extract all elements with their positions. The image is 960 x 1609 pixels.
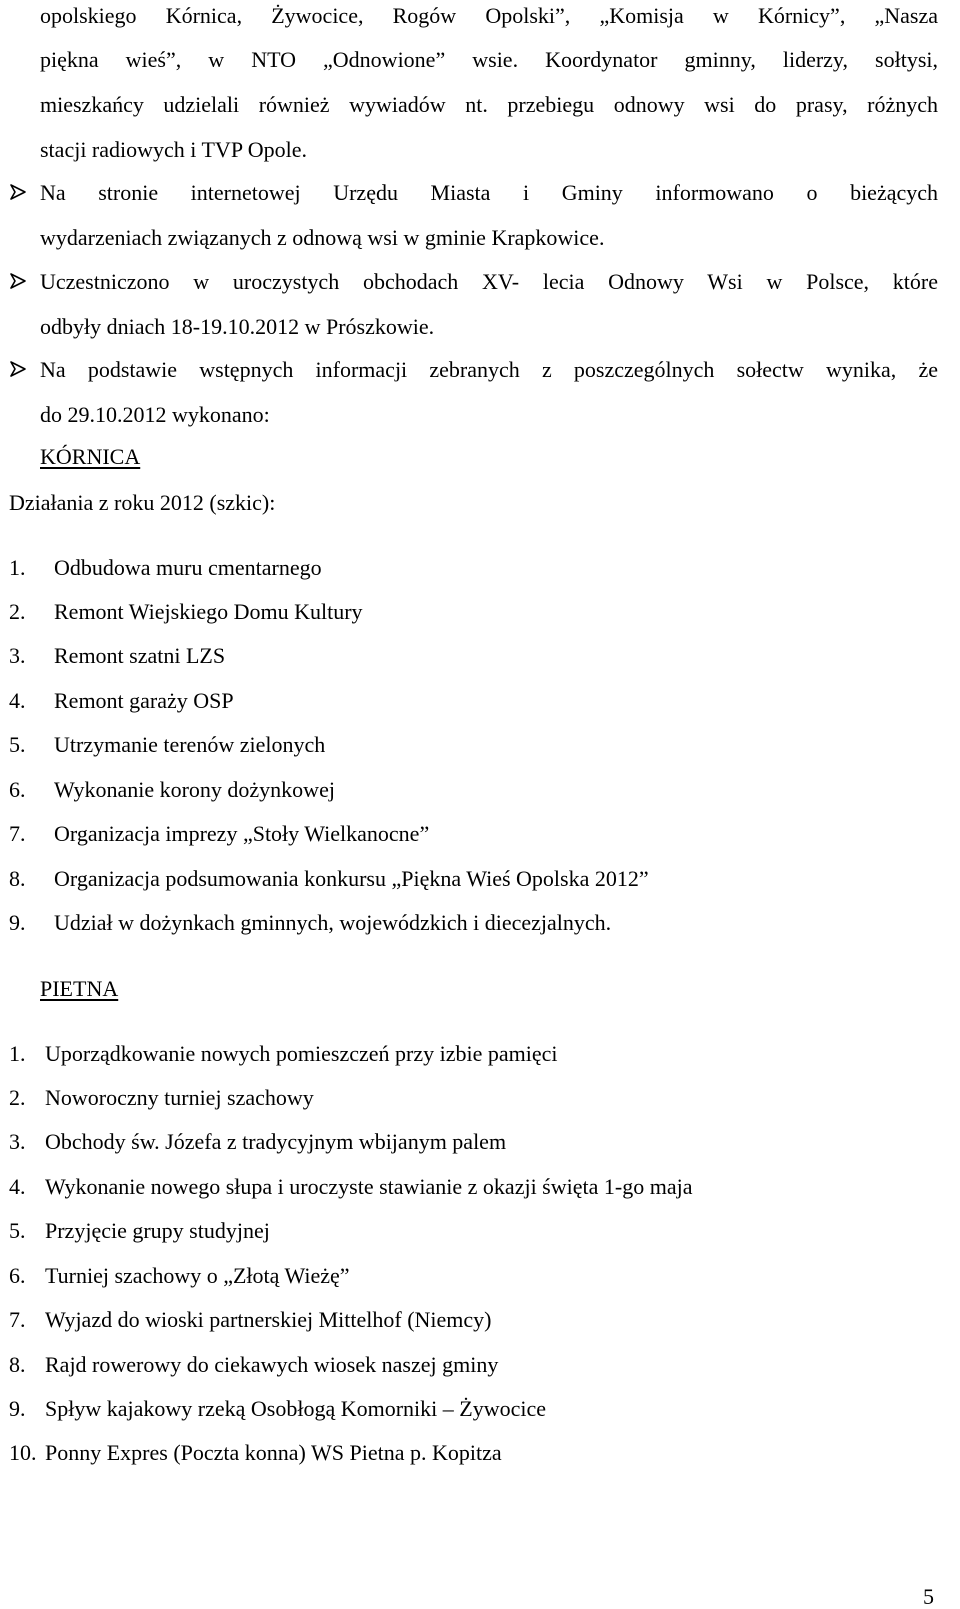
list-item: Wyjazd do wioski partnerskiej Mittelhof (Niemcy) bbox=[45, 1307, 492, 1332]
list-number: 8. bbox=[9, 1352, 26, 1377]
list-number: 3. bbox=[9, 643, 26, 668]
list-number: 4. bbox=[9, 688, 26, 713]
list-item: Remont garaży OSP bbox=[54, 688, 234, 713]
bullet-text: Na podstawie wstępnych informacji zebranych z poszczególnych sołectw wynika, że bbox=[40, 357, 938, 382]
list-number: 9. bbox=[9, 1396, 26, 1421]
list-item: Wykonanie korony dożynkowej bbox=[54, 777, 335, 802]
list-number: 6. bbox=[9, 1263, 26, 1288]
list-item: Przyjęcie grupy studyjnej bbox=[45, 1218, 270, 1243]
list-item: Wykonanie nowego słupa i uroczyste stawianie z okazji święta 1-go maja bbox=[45, 1174, 693, 1199]
list-number: 5. bbox=[9, 732, 26, 757]
list-number: 1. bbox=[9, 555, 26, 580]
list-number: 5. bbox=[9, 1218, 26, 1243]
list-number: 7. bbox=[9, 821, 26, 846]
page-number: 5 bbox=[923, 1584, 934, 1609]
list-item: Obchody św. Józefa z tradycyjnym wbijanym palem bbox=[45, 1129, 507, 1154]
list-item: Uporządkowanie nowych pomieszczeń przy izbie pamięci bbox=[45, 1041, 558, 1066]
list-item: Udział w dożynkach gminnych, wojewódzkich i diecezjalnych. bbox=[54, 910, 612, 935]
list-item: Rajd rowerowy do ciekawych wiosek naszej gminy bbox=[45, 1352, 499, 1377]
list-number: 1. bbox=[9, 1041, 26, 1066]
arrow-bullet-icon bbox=[9, 183, 27, 201]
bullet-text: do 29.10.2012 wykonano: bbox=[40, 402, 270, 427]
paragraph-line: mieszkańcy udzielali również wywiadów nt. przebiegu odnowy wsi do prasy, różnych bbox=[40, 92, 938, 117]
list-item: Odbudowa muru cmentarnego bbox=[54, 555, 322, 580]
paragraph-line: stacji radiowych i TVP Opole. bbox=[40, 137, 308, 162]
bullet-text: Na stronie internetowej Urzędu Miasta i Gminy informowano o bieżących bbox=[40, 180, 938, 205]
list-number: 9. bbox=[9, 910, 26, 935]
section-heading-pietna: PIETNA bbox=[40, 976, 119, 1001]
list-number: 3. bbox=[9, 1129, 26, 1154]
list-item: Ponny Expres (Poczta konna) WS Pietna p. Kopitza bbox=[45, 1440, 502, 1465]
arrow-bullet-icon bbox=[9, 360, 27, 378]
list-number: 10. bbox=[9, 1440, 37, 1465]
paragraph-line: opolskiego Kórnica, Żywocice, Rogów Opolski”, „Komisja w Kórnicy”, „Nasza bbox=[40, 3, 938, 28]
section-heading-kornica: KÓRNICA bbox=[40, 444, 141, 469]
list-number: 7. bbox=[9, 1307, 26, 1332]
list-item: Spływ kajakowy rzeką Osobłogą Komorniki – Żywocice bbox=[45, 1396, 546, 1421]
list-item: Organizacja podsumowania konkursu „Piękna Wieś Opolska 2012” bbox=[54, 866, 649, 891]
list-item: Turniej szachowy o „Złotą Wieżę” bbox=[45, 1263, 350, 1288]
list-item: Remont szatni LZS bbox=[54, 643, 226, 668]
list-number: 2. bbox=[9, 599, 26, 624]
list-item: Noworoczny turniej szachowy bbox=[45, 1085, 314, 1110]
paragraph-line: piękna wieś”, w NTO „Odnowione” wsie. Koordynator gminny, liderzy, sołtysi, bbox=[40, 47, 938, 72]
bullet-text: odbyły dniach 18-19.10.2012 w Prószkowie. bbox=[40, 314, 435, 339]
bullet-text: Uczestniczono w uroczystych obchodach XV- lecia Odnowy Wsi w Polsce, które bbox=[40, 269, 938, 294]
list-number: 2. bbox=[9, 1085, 26, 1110]
list-item: Remont Wiejskiego Domu Kultury bbox=[54, 599, 363, 624]
list-number: 8. bbox=[9, 866, 26, 891]
list-number: 6. bbox=[9, 777, 26, 802]
list-item: Utrzymanie terenów zielonych bbox=[54, 732, 326, 757]
list-item: Organizacja imprezy „Stoły Wielkanocne” bbox=[54, 821, 430, 846]
bullet-text: wydarzeniach związanych z odnową wsi w gminie Krapkowice. bbox=[40, 225, 605, 250]
arrow-bullet-icon bbox=[9, 272, 27, 290]
section-subheading: Działania z roku 2012 (szkic): bbox=[9, 490, 276, 515]
list-number: 4. bbox=[9, 1174, 26, 1199]
